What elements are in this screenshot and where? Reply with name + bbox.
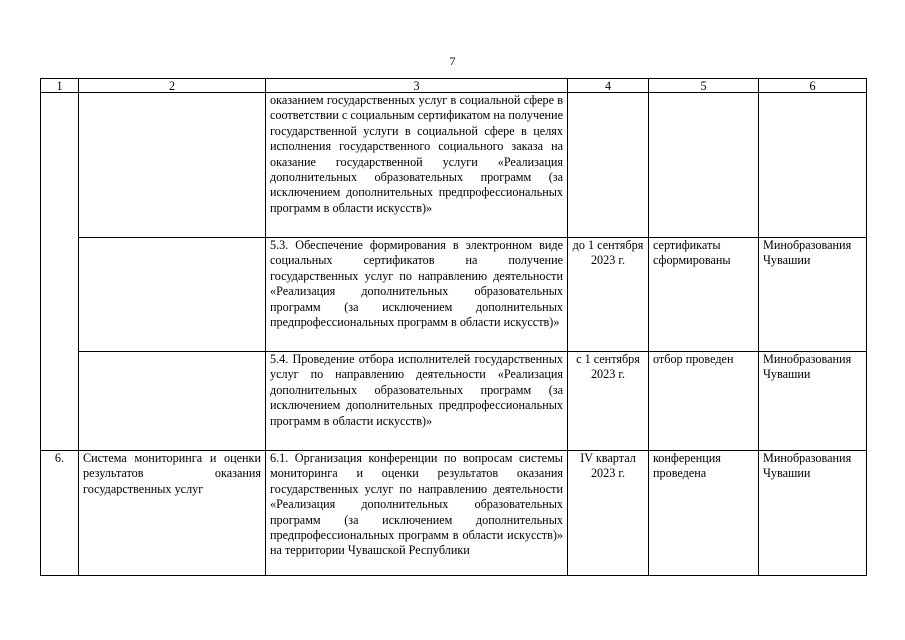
- activity-area: Система мониторинга и оценки результатов оказания государственных услуг: [79, 451, 266, 576]
- deadline: [568, 93, 649, 238]
- expected-result: конференция проведена: [649, 451, 759, 576]
- table-row: [41, 352, 867, 451]
- deadline: с 1 сентября 2023 г.: [568, 352, 649, 451]
- expected-result: отбор проведен: [649, 352, 759, 451]
- activity-area: [79, 93, 266, 238]
- column-number-row: [41, 79, 867, 93]
- expected-result: [649, 93, 759, 238]
- action-description: 6.1. Организация конференции по вопросам системы мониторинга и оценки результатов оказания государственных услуг по направлению деятельности «Реализация дополнительных образовательных программ (за исключением дополнительных предпрофессиональных программ в области искусств)» на территории Чувашской Республики: [266, 451, 568, 576]
- expected-result: сертификаты сформированы: [649, 238, 759, 352]
- column-header-1: 1: [41, 79, 79, 93]
- table-row: [41, 451, 867, 576]
- action-description: 5.4. Проведение отбора исполнителей государственных услуг по направлению деятельности «Реализация дополнительных образовательных программ (за исключением дополнительных предпрофессиональных программ в области искусств)»: [266, 352, 568, 451]
- responsible-executor: [759, 93, 867, 238]
- deadline: до 1 сентября 2023 г.: [568, 238, 649, 352]
- column-header-2: 2: [79, 79, 266, 93]
- action-plan-table: [40, 78, 867, 576]
- column-header-5: 5: [649, 79, 759, 93]
- page-number: 7: [449, 54, 456, 68]
- column-header-3: 3: [266, 79, 568, 93]
- activity-area: [79, 238, 266, 352]
- action-description: оказанием государственных услуг в социальной сфере в соответствии с социальным сертификатом на получение государственной услуги в социальной сфере в целях исполнения государственного социального заказа на оказание государственной услуги «Реализация дополнительных образовательных программ (за исключением дополнительных предпрофессиональных программ в области искусств)»: [266, 93, 568, 238]
- column-header-6: 6: [759, 79, 867, 93]
- responsible-executor: Минобразования Чувашии: [759, 352, 867, 451]
- row-number: [41, 93, 79, 238]
- responsible-executor: Минобразования Чувашии: [759, 238, 867, 352]
- responsible-executor: Минобразования Чувашии: [759, 451, 867, 576]
- column-header-4: 4: [568, 79, 649, 93]
- row-number: [41, 352, 79, 451]
- action-description: 5.3. Обеспечение формирования в электронном виде социальных сертификатов на получение государственных услуг по направлению деятельности «Реализация дополнительных образовательных программ (за исключением дополнительных предпрофессиональных программ в области искусств)»: [266, 238, 568, 352]
- table-row: [41, 238, 867, 352]
- row-number: 6.: [41, 451, 79, 576]
- table-row: [41, 93, 867, 238]
- row-number: [41, 238, 79, 352]
- activity-area: [79, 352, 266, 451]
- deadline: IV квартал 2023 г.: [568, 451, 649, 576]
